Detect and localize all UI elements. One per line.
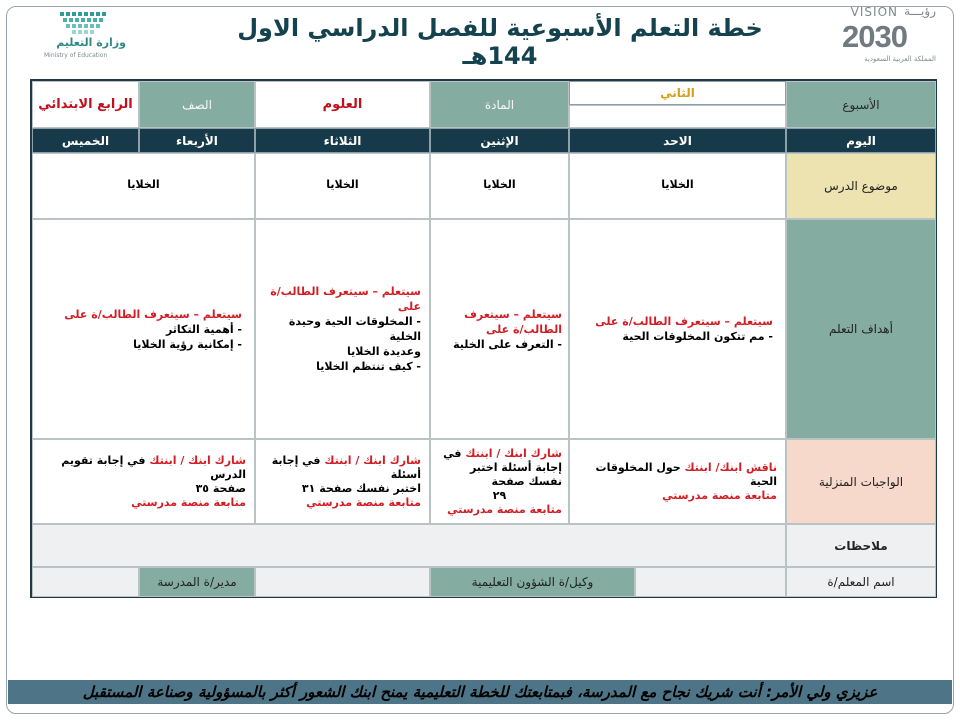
day-wednesday-cell <box>139 128 255 153</box>
day-wednesday: الأربعاء <box>176 133 218 148</box>
moe-name-en: Ministry of Education <box>44 52 108 59</box>
deputy-label: وكيل/ة الشؤون التعليمية <box>471 575 594 589</box>
homework-monday <box>430 439 569 524</box>
grade-value-cell <box>32 81 139 128</box>
topic-sunday: الخلايا <box>569 153 786 219</box>
teacher-label: اسم المعلم/ة <box>827 575 895 589</box>
homework-sunday-rest: حول المخلوقات الحية <box>595 460 777 488</box>
homework-monday-page: ٢٩ <box>492 488 507 502</box>
homework-sunday-red2: ابنتك <box>684 460 712 474</box>
subject-label-cell <box>430 81 569 128</box>
moe-logo-icon <box>56 10 116 38</box>
homework-tuesday-rest2: اختبر نفسك صفحة ٣١ <box>301 481 421 495</box>
objectives-sunday-line1: - مم تتكون المخلوقات الحية <box>622 330 773 343</box>
deputy-sign-field[interactable] <box>255 567 430 597</box>
deputy-label-cell <box>430 567 635 597</box>
objectives-tuesday-line3: - كيف تنتظم الخلايا <box>316 360 421 373</box>
homework-wedthu-red2: ابنتك <box>149 453 177 467</box>
teacher-sign-field[interactable] <box>635 567 786 597</box>
topic-label-cell <box>786 153 936 219</box>
homework-monday-follow: متابعة منصة مدرستي <box>447 502 562 516</box>
day-monday: الإثنين <box>480 133 519 148</box>
objectives-monday-line1: - التعرف على الخلية <box>453 337 562 351</box>
week-sub-cell <box>569 105 786 128</box>
day-tuesday: الثلاثاء <box>323 133 362 148</box>
day-thursday: الخميس <box>61 133 110 148</box>
parent-message-banner: عزيزي ولي الأمر: أنت شريك نجاح مع المدرسة، فبمتابعتك للخطة التعليمية يمنح ابنك الشعور أكثر بالمسؤولية وصناعة المستقبل <box>8 680 952 704</box>
moe-logo <box>44 8 144 64</box>
grade-label: الصف <box>182 97 212 112</box>
page-title: خطة التعلم الأسبوعية للفصل الدراسي الاول 144هـ <box>237 14 763 70</box>
grade-label-cell <box>139 81 255 128</box>
notes-label: ملاحظات <box>834 538 888 553</box>
homework-monday-rest: في إجابة أسئلة اختبر نفسك صفحة <box>443 446 562 488</box>
homework-monday-red2: ابنتك <box>465 446 493 460</box>
objectives-tuesday-line1: - المخلوقات الحية وحيدة الخلية <box>288 315 421 343</box>
moe-name-ar: وزارة التعليم <box>56 36 126 49</box>
objectives-sunday-head: سيتعلم – سيتعرف الطالب/ة على <box>595 315 773 328</box>
subject-label: المادة <box>484 97 515 112</box>
objectives-wedthu-line2: - إمكانية رؤية الخلايا <box>133 337 242 351</box>
objectives-wedthu <box>32 219 255 439</box>
objectives-label-cell <box>786 219 936 439</box>
topic-tuesday: الخلايا <box>255 153 430 219</box>
week-label: الأسبوع <box>842 97 880 112</box>
homework-wedthu <box>32 439 255 524</box>
objectives-monday <box>430 219 569 439</box>
notes-value[interactable] <box>32 524 786 567</box>
objectives-label: أهداف التعلم <box>829 322 893 336</box>
homework-wedthu-follow: متابعة منصة مدرستي <box>131 495 246 509</box>
week-value: الثاني <box>660 86 695 100</box>
topic-monday: الخلايا <box>430 153 569 219</box>
objectives-wedthu-head: سيتعلم – سيتعرف الطالب/ة على <box>64 307 242 321</box>
day-sunday: الاحد <box>663 133 692 148</box>
objectives-tuesday <box>255 219 430 439</box>
vision-2030-logo <box>830 5 940 69</box>
subject-value-cell <box>255 81 430 128</box>
week-value-cell <box>569 81 786 105</box>
teacher-label-cell <box>786 567 936 597</box>
homework-wedthu-rest2: صفحة ٣٥ <box>195 481 246 495</box>
objectives-wedthu-line1: - أهمية التكاثر <box>165 322 242 336</box>
notes-label-cell <box>786 524 936 567</box>
homework-label: الواجبات المنزلية <box>818 474 904 489</box>
homework-tuesday-follow: متابعة منصة مدرستي <box>306 495 421 509</box>
objectives-tuesday-line2: وعديدة الخلايا <box>347 345 421 358</box>
homework-label-cell <box>786 439 936 524</box>
principal-label-cell <box>139 567 255 597</box>
vision-sub: المملكة العربية السعودية <box>864 55 936 63</box>
subject-value: العلوم <box>322 97 363 112</box>
homework-tuesday-rest: في إجابة أسئلة <box>271 453 421 481</box>
homework-sunday-follow: متابعة منصة مدرستي <box>662 488 777 502</box>
homework-wedthu-rest: في إجابة تقويم الدرس <box>61 453 246 481</box>
day-tuesday-cell <box>255 128 430 153</box>
objectives-tuesday-head: سيتعلم – سيتعرف الطالب/ة على <box>270 285 421 313</box>
principal-label: مدير/ة المدرسة <box>157 575 237 589</box>
day-sunday-cell <box>569 128 786 153</box>
day-monday-cell <box>430 128 569 153</box>
homework-monday-red1: شارك ابنك / <box>496 446 562 460</box>
objectives-sunday <box>569 219 786 439</box>
homework-tuesday-red2: ابنتك <box>324 453 352 467</box>
vision-year: 2030 <box>842 19 907 54</box>
principal-sign-field[interactable] <box>32 567 139 597</box>
homework-tuesday-red1: شارك ابنك / <box>355 453 421 467</box>
objectives-monday-head: سيتعلم – سيتعرف الطالب/ة على <box>464 307 562 336</box>
weekly-plan-table <box>30 79 937 598</box>
homework-tuesday <box>255 439 430 524</box>
week-label-cell <box>786 81 936 128</box>
day-thursday-cell <box>32 128 139 153</box>
vision-word: VISION <box>850 5 898 19</box>
day-label-cell <box>786 128 936 153</box>
topic-label: موضوع الدرس <box>824 179 898 193</box>
homework-sunday-red1: ناقش ابنك/ <box>715 460 777 474</box>
vision-ar: رؤيـــة <box>904 4 936 18</box>
homework-sunday <box>569 439 786 524</box>
homework-wedthu-red1: شارك ابنك / <box>180 453 246 467</box>
grade-value: الرابع الابتدائي <box>38 97 133 112</box>
day-label: اليوم <box>846 133 876 148</box>
topic-wedthu: الخلايا <box>32 153 255 219</box>
